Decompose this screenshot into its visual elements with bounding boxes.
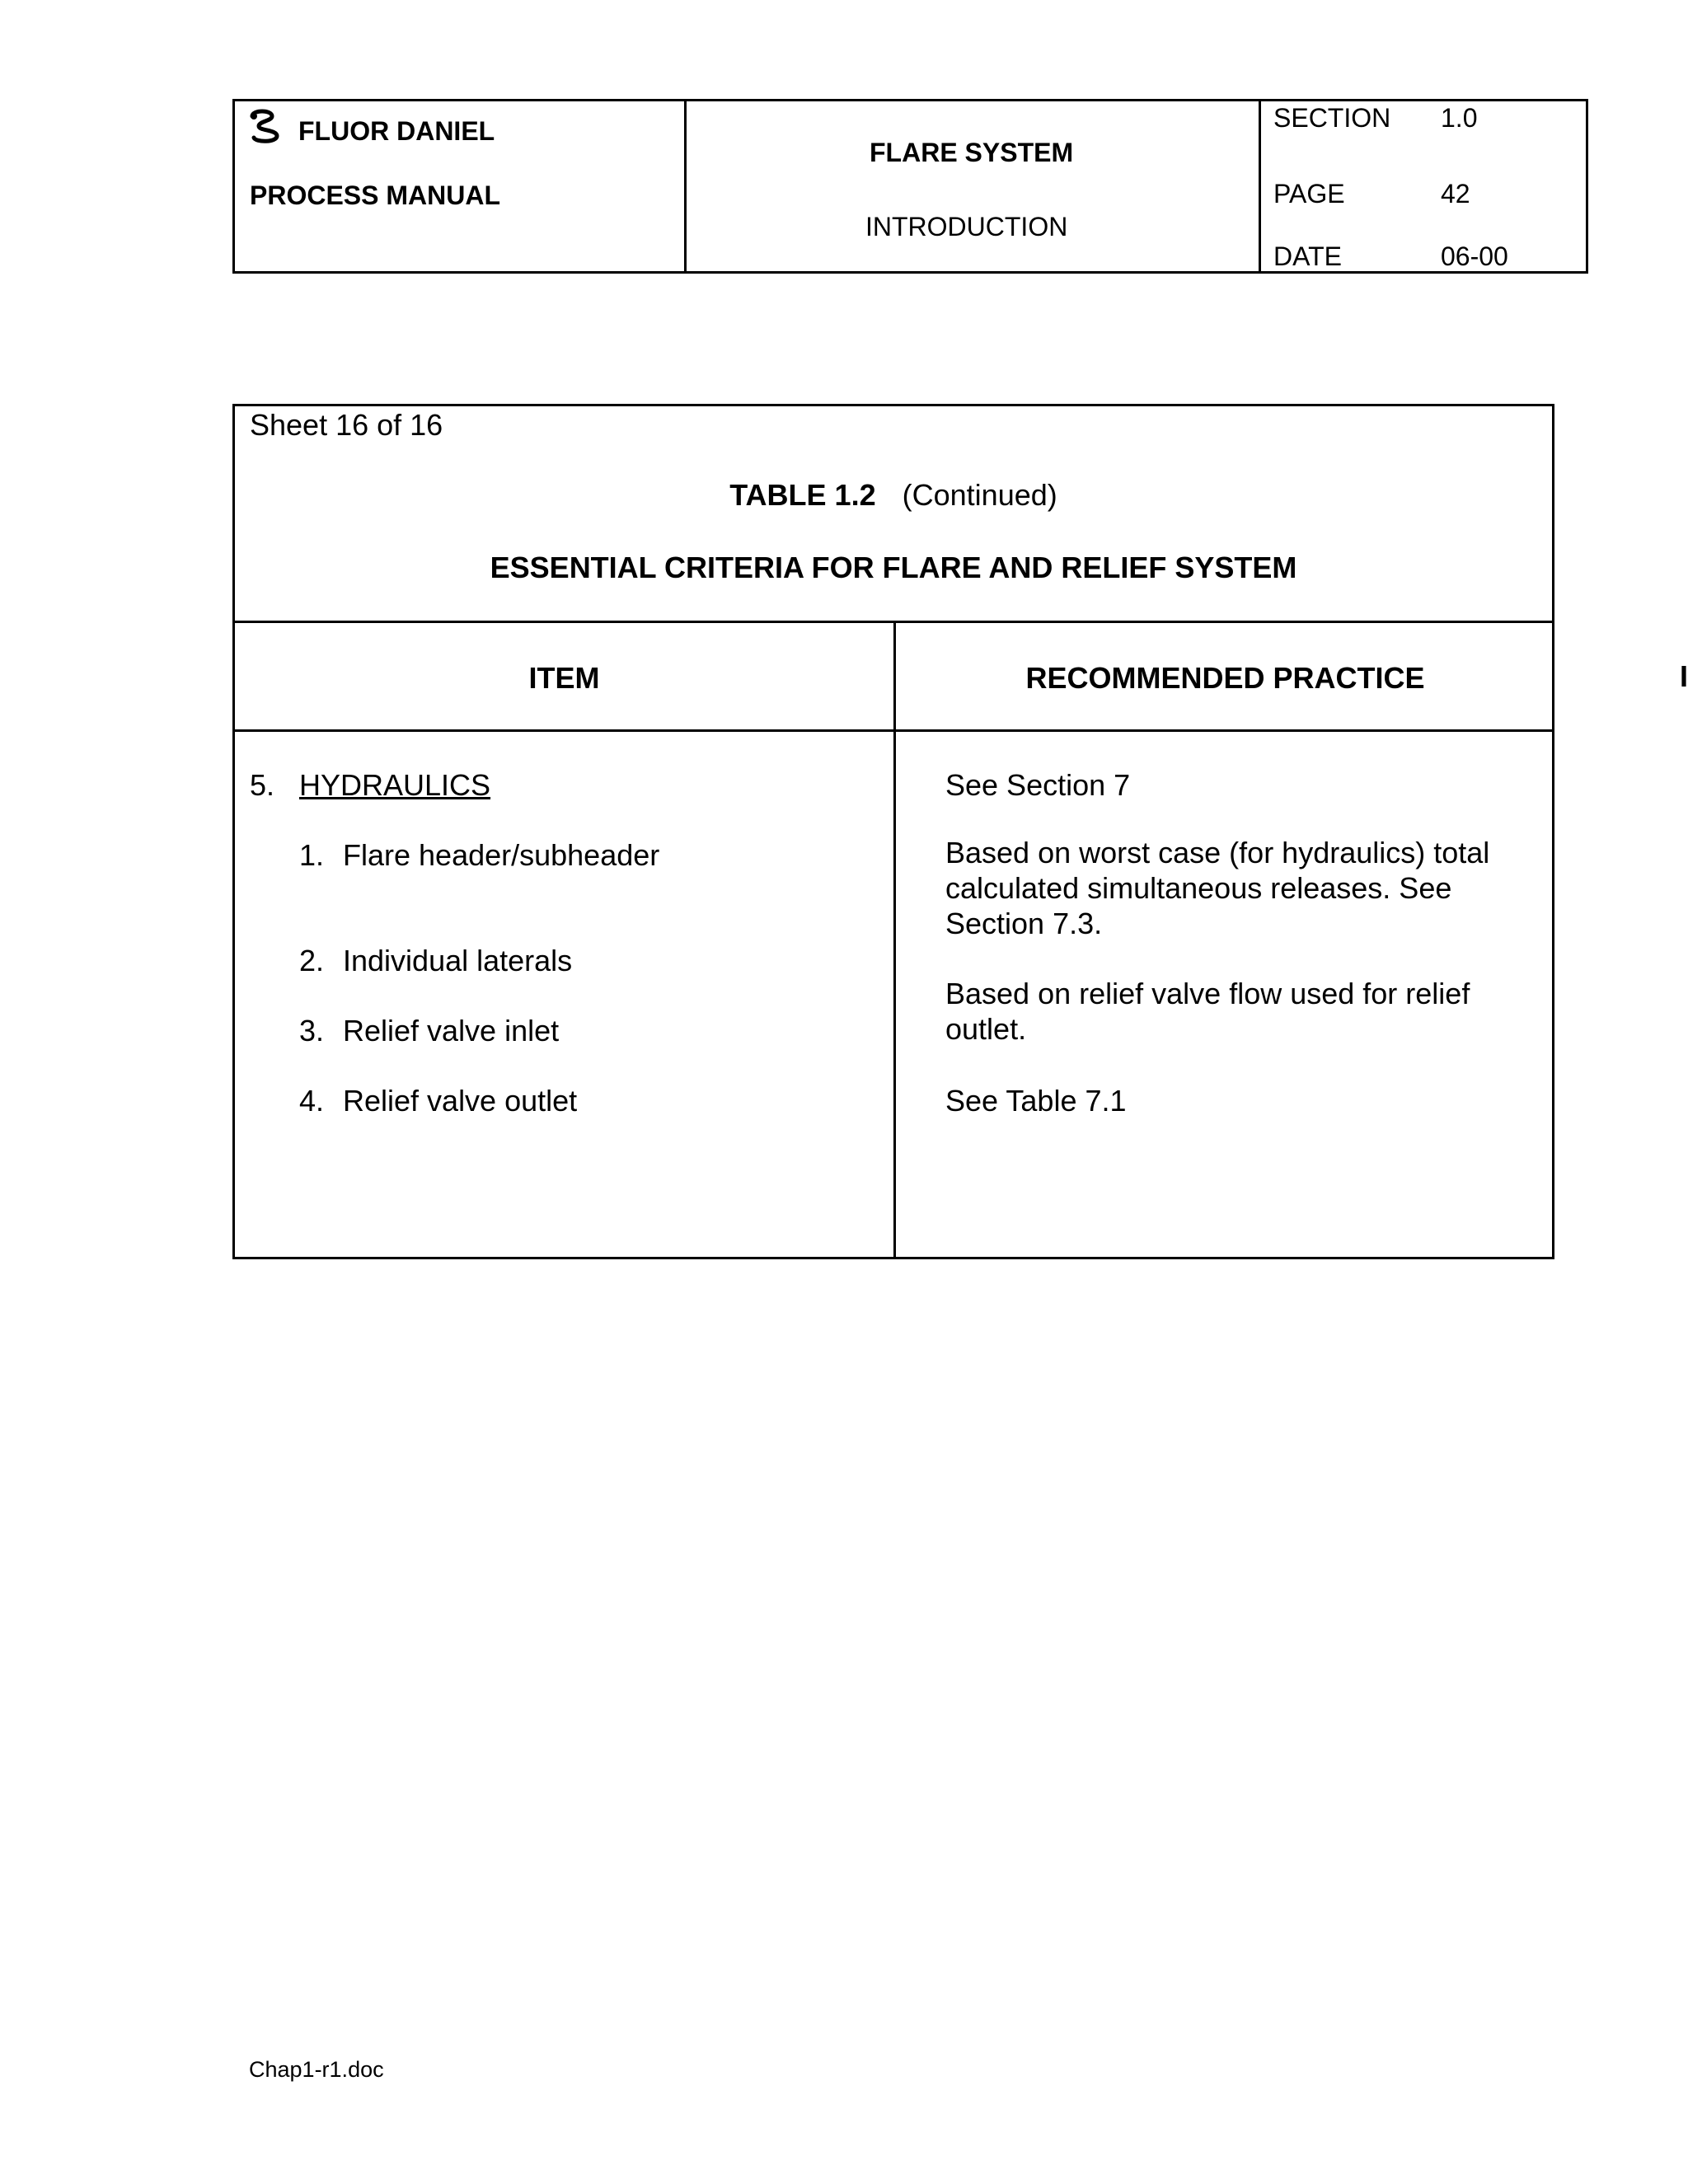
company-name: FLUOR DANIEL [298, 116, 495, 146]
document-subtitle: INTRODUCTION [865, 212, 1068, 241]
column-divider [893, 621, 896, 1257]
item-label: Relief valve inlet [343, 1014, 560, 1047]
item-label: Individual laterals [343, 944, 573, 977]
page-label: PAGE [1273, 179, 1345, 209]
section-heading: HYDRAULICS [299, 768, 491, 802]
fluor-daniel-logo-icon [247, 108, 284, 144]
sheet-number: Sheet 16 of 16 [250, 408, 443, 442]
table-continued: (Continued) [902, 478, 1057, 512]
practice-text: Based on worst case (for hydraulics) total calculated simultaneous releases. See Section 7.3. [945, 836, 1490, 940]
section-number: 5. [250, 768, 275, 802]
column-header-item: ITEM [528, 661, 600, 695]
section-label: SECTION [1273, 103, 1391, 133]
item-label: Flare header/subheader [343, 838, 660, 872]
practice-text: See Table 7.1 [945, 1084, 1127, 1118]
criteria-table [232, 404, 1554, 1259]
clipped-edge-text: I [1680, 659, 1688, 693]
item-label: Relief valve outlet [343, 1084, 578, 1118]
document-title: FLARE SYSTEM [870, 138, 1074, 167]
item-number: 4. [299, 1084, 325, 1118]
header-divider [1259, 101, 1261, 271]
practice-text: Based on relief valve flow used for relief outlet. [945, 977, 1470, 1046]
item-number: 1. [299, 838, 325, 872]
manual-name: PROCESS MANUAL [250, 180, 501, 210]
table-title [235, 480, 1552, 510]
header-divider [684, 101, 687, 271]
footer-filename: Chap1-r1.doc [249, 2057, 384, 2082]
section-value: 1.0 [1441, 103, 1478, 133]
document-header [232, 99, 1588, 274]
item-number: 2. [299, 944, 325, 977]
practice-text: See Section 7 [945, 768, 1131, 802]
date-value: 06-00 [1441, 241, 1508, 271]
date-label: DATE [1273, 241, 1342, 271]
table-number: TABLE 1.2 [729, 478, 876, 512]
column-header-practice: RECOMMENDED PRACTICE [1025, 661, 1425, 695]
page-value: 42 [1441, 179, 1470, 209]
item-number: 3. [299, 1014, 325, 1047]
table-caption: ESSENTIAL CRITERIA FOR FLARE AND RELIEF SYSTEM [490, 551, 1297, 584]
